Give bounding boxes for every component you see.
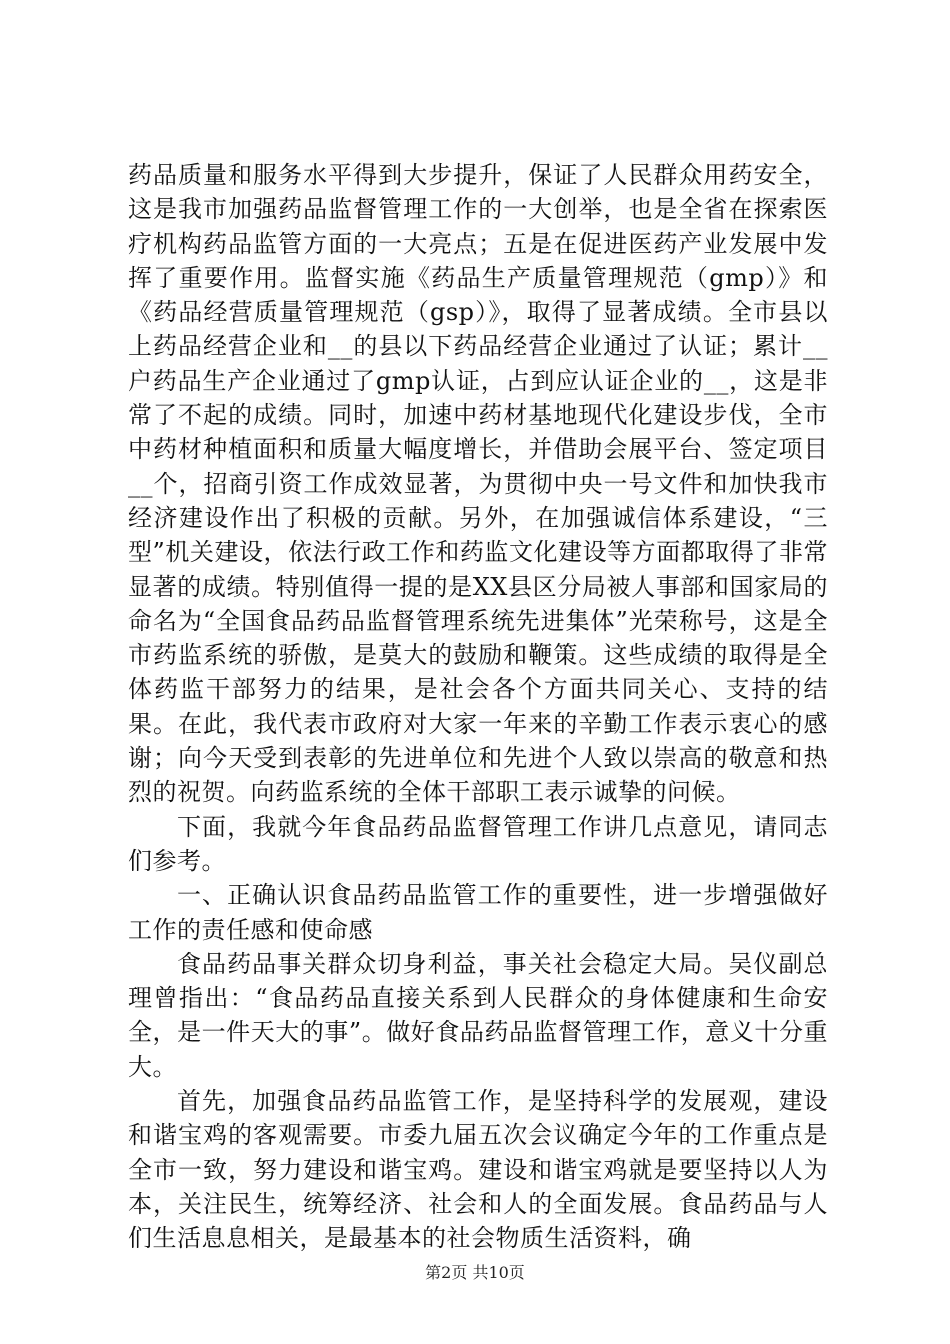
- page-footer: 第2页 共10页: [425, 1263, 525, 1282]
- section-heading-1: 一、正确认识食品药品监管工作的重要性，进一步增强做好工作的责任感和使命感: [128, 881, 828, 944]
- paragraph-continuation: 药品质量和服务水平得到大步提升，保证了人民群众用药安全，这是我市加强药品监督管理工作的一大创举，也是全省在探索医疗机构药品监管方面的一大亮点；五是在促进医药产业发展中发挥了重要作用。监督实施《药品生产质量管理规范（gmp）》和《药品经营质量管理规范（gsp）》，取得了显著成绩。全市县以上药品经营企业和__的县以下药品经营企业通过了认证；累计__户药品生产企业通过了gmp认证，占到应认证企业的__，这是非常了不起的成绩。同时，加速中药材基地现代化建设步伐，全市中药材种植面积和质量大幅度增长，并借助会展平台、签定项目__个，招商引资工作成效显著，为贯彻中央一号文件和加快我市经济建设作出了积极的贡献。另外，在加强诚信体系建设，“三型”机关建设，依法行政工作和药监文化建设等方面都取得了非常显著的成绩。特别值得一提的是XX县区分局被人事部和国家局的命名为“全国食品药品监督管理系统先进集体”光荣称号，这是全市药监系统的骄傲，是莫大的鼓励和鞭策。这些成绩的取得是全体药监干部努力的结果，是社会各个方面共同关心、支持的结果。在此，我代表市政府对大家一年来的辛勤工作表示衷心的感谢；向今天受到表彰的先进单位和先进个人致以崇高的敬意和热烈的祝贺。向药监系统的全体干部职工表示诚挚的问候。: [128, 161, 828, 807]
- document-body: [128, 158, 828, 1256]
- paragraph-first-point: 首先，加强食品药品监管工作，是坚持科学的发展观，建设和谐宝鸡的客观需要。市委九届五次会议确定今年的工作重点是全市一致，努力建设和谐宝鸡。建设和谐宝鸡就是要坚持以人为本，关注民生，统筹经济、社会和人的全面发展。食品药品与人们生活息息相关，是最基本的社会物质生活资料，确: [128, 1087, 828, 1253]
- paragraph-intro-opinions: 下面，我就今年食品药品监督管理工作讲几点意见，请同志们参考。: [128, 812, 828, 875]
- paragraph-importance: 食品药品事关群众切身利益，事关社会稳定大局。吴仪副总理曾指出：“食品药品直接关系到人民群众的身体健康和生命安全，是一件天大的事”。做好食品药品监督管理工作，意义十分重大。: [128, 949, 828, 1081]
